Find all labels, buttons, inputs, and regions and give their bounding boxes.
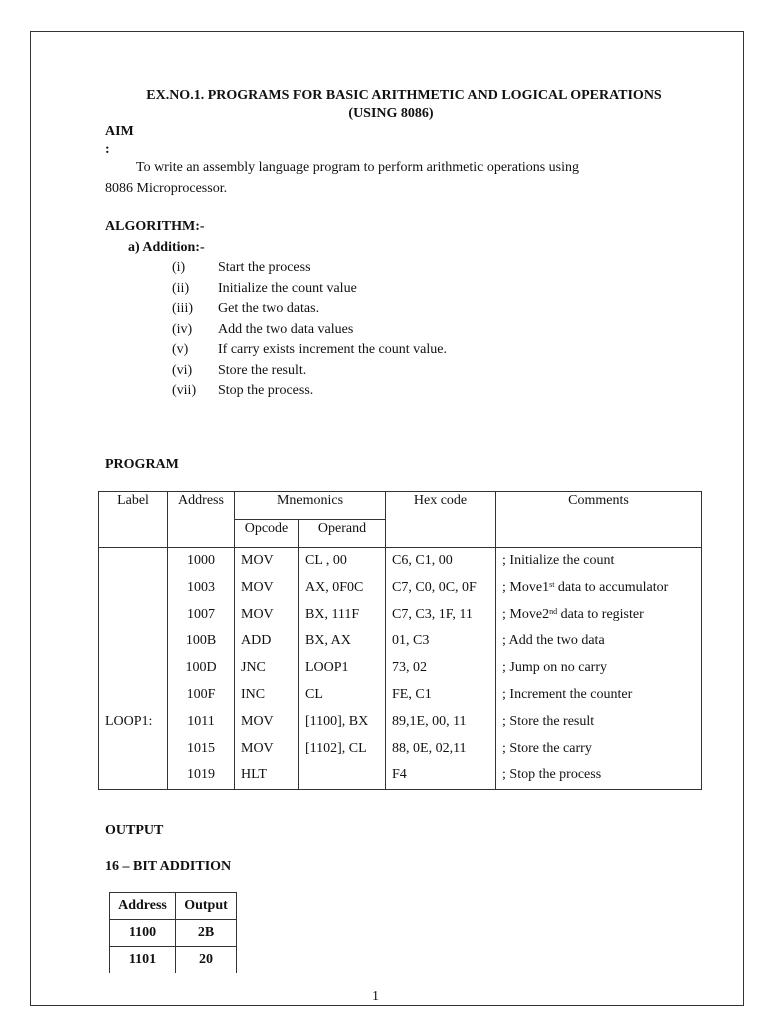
addition-output-title: 16 – BIT ADDITION (105, 859, 232, 874)
header-label: Label (99, 492, 168, 548)
cell-operand: BX, 111F (299, 602, 386, 629)
output-cell: 1100 (110, 920, 176, 947)
table-row (99, 682, 702, 709)
cell-address: 100D (168, 655, 235, 682)
comment-text: ; Move1 (502, 579, 550, 595)
comment-text: data to accumulator (554, 579, 669, 595)
cell-opcode: MOV (235, 736, 299, 763)
cell-operand (299, 762, 386, 789)
output-cell: 20 (176, 947, 237, 974)
output-header-output: Output (176, 893, 237, 920)
algorithm-step (172, 281, 357, 297)
cell-opcode: ADD (235, 628, 299, 655)
header-hex: Hex code (386, 492, 496, 548)
aim-heading: AIM (105, 124, 134, 139)
header-comments: Comments (496, 492, 702, 548)
aim-text-line1: To write an assembly language program to perform arithmetic operations using (136, 160, 580, 175)
algorithm-step-text: If carry exists increment the count value. (218, 342, 447, 357)
cell-hex: C7, C0, 0C, 0F (386, 575, 496, 602)
cell-address: 1019 (168, 762, 235, 789)
algorithm-step (172, 301, 319, 317)
cell-comment: ; Store the carry (496, 736, 702, 763)
cell-comment (496, 602, 702, 629)
algorithm-step-number: (i) (172, 260, 186, 275)
cell-operand: [1100], BX (299, 709, 386, 736)
comment-superscript: nd (549, 606, 558, 616)
comment-superscript: st (549, 579, 555, 589)
algorithm-step (172, 383, 313, 399)
cell-label (99, 655, 168, 682)
algorithm-step (172, 260, 311, 276)
cell-operand: LOOP1 (299, 655, 386, 682)
cell-comment: ; Jump on no carry (496, 655, 702, 682)
cell-opcode: JNC (235, 655, 299, 682)
cell-hex: F4 (386, 762, 496, 789)
table-row (99, 548, 702, 575)
algorithm-step-text: Start the process (218, 260, 311, 275)
program-heading: PROGRAM (105, 457, 179, 472)
cell-opcode: MOV (235, 575, 299, 602)
algorithm-step (172, 342, 447, 358)
table-row (99, 762, 702, 789)
header-mnemonics: Mnemonics (235, 492, 386, 520)
cell-address: 1011 (168, 709, 235, 736)
cell-operand: [1102], CL (299, 736, 386, 763)
cell-comment (496, 575, 702, 602)
algorithm-step-text: Get the two datas. (218, 301, 320, 316)
algorithm-step-number: (vi) (172, 362, 193, 378)
algorithm-step (172, 322, 353, 338)
algorithm-step-text: Store the result. (218, 362, 307, 378)
algorithm-step-number: (ii) (172, 280, 190, 296)
cell-label (99, 682, 168, 709)
cell-operand: CL (299, 682, 386, 709)
cell-opcode: INC (235, 682, 299, 709)
page-title-line1: EX.NO.1. PROGRAMS FOR BASIC ARITHMETIC AND LOGICAL OPERATIONS (146, 88, 662, 103)
cell-opcode: MOV (235, 602, 299, 629)
table-row (99, 709, 702, 736)
output-table (109, 892, 237, 973)
cell-address: 1007 (168, 602, 235, 629)
output-cell: 2B (176, 920, 237, 947)
cell-address: 100B (168, 628, 235, 655)
aim-colon: : (105, 142, 110, 157)
cell-hex: C7, C3, 1F, 11 (386, 602, 496, 629)
cell-address: 1015 (168, 736, 235, 763)
output-heading: OUTPUT (105, 823, 164, 838)
comment-text: ; Move2 (502, 606, 550, 622)
table-row (99, 736, 702, 763)
cell-comment: ; Store the result (496, 709, 702, 736)
cell-opcode: MOV (235, 709, 299, 736)
algorithm-step-number: (vii) (172, 383, 197, 398)
header-address: Address (168, 492, 235, 548)
cell-operand: AX, 0F0C (299, 575, 386, 602)
algorithm-step-number: (v) (172, 342, 189, 357)
aim-text-line2: 8086 Microprocessor. (105, 181, 228, 196)
cell-label (99, 736, 168, 763)
output-cell: 1101 (110, 947, 176, 974)
table-row (99, 655, 702, 682)
algorithm-step-text: Add the two data values (218, 321, 354, 337)
cell-label (99, 628, 168, 655)
cell-opcode: HLT (235, 762, 299, 789)
cell-hex: 88, 0E, 02,11 (386, 736, 496, 763)
cell-hex: FE, C1 (386, 682, 496, 709)
cell-label (99, 548, 168, 575)
cell-operand: CL , 00 (299, 548, 386, 575)
cell-hex: 89,1E, 00, 11 (386, 709, 496, 736)
cell-hex: 01, C3 (386, 628, 496, 655)
algorithm-step-number: (iv) (172, 321, 193, 337)
cell-operand: BX, AX (299, 628, 386, 655)
algorithm-step-number: (iii) (172, 301, 193, 316)
cell-comment: ; Initialize the count (496, 548, 702, 575)
cell-label: LOOP1: (99, 709, 168, 736)
algorithm-step-text: Initialize the count value (218, 280, 357, 296)
page-title-line2: (USING 8086) (348, 106, 434, 121)
cell-label (99, 602, 168, 629)
header-opcode: Opcode (235, 520, 299, 548)
table-row (99, 628, 702, 655)
addition-heading: a) Addition:- (128, 240, 205, 255)
cell-address: 1003 (168, 575, 235, 602)
cell-address: 100F (168, 682, 235, 709)
cell-opcode: MOV (235, 548, 299, 575)
header-operand: Operand (299, 520, 386, 548)
table-row (99, 602, 702, 629)
cell-label (99, 762, 168, 789)
cell-comment: ; Stop the process (496, 762, 702, 789)
algorithm-step-text: Stop the process. (218, 383, 314, 398)
cell-comment: ; Add the two data (496, 628, 702, 655)
comment-text: data to register (557, 606, 644, 622)
cell-hex: 73, 02 (386, 655, 496, 682)
cell-comment: ; Increment the counter (496, 682, 702, 709)
cell-label (99, 575, 168, 602)
page-number: 1 (372, 989, 379, 1004)
cell-hex: C6, C1, 00 (386, 548, 496, 575)
algorithm-step (172, 363, 306, 379)
algorithm-heading: ALGORITHM:- (105, 219, 205, 234)
output-header-address: Address (110, 893, 176, 920)
cell-address: 1000 (168, 548, 235, 575)
program-table (98, 491, 702, 790)
table-row (99, 575, 702, 602)
